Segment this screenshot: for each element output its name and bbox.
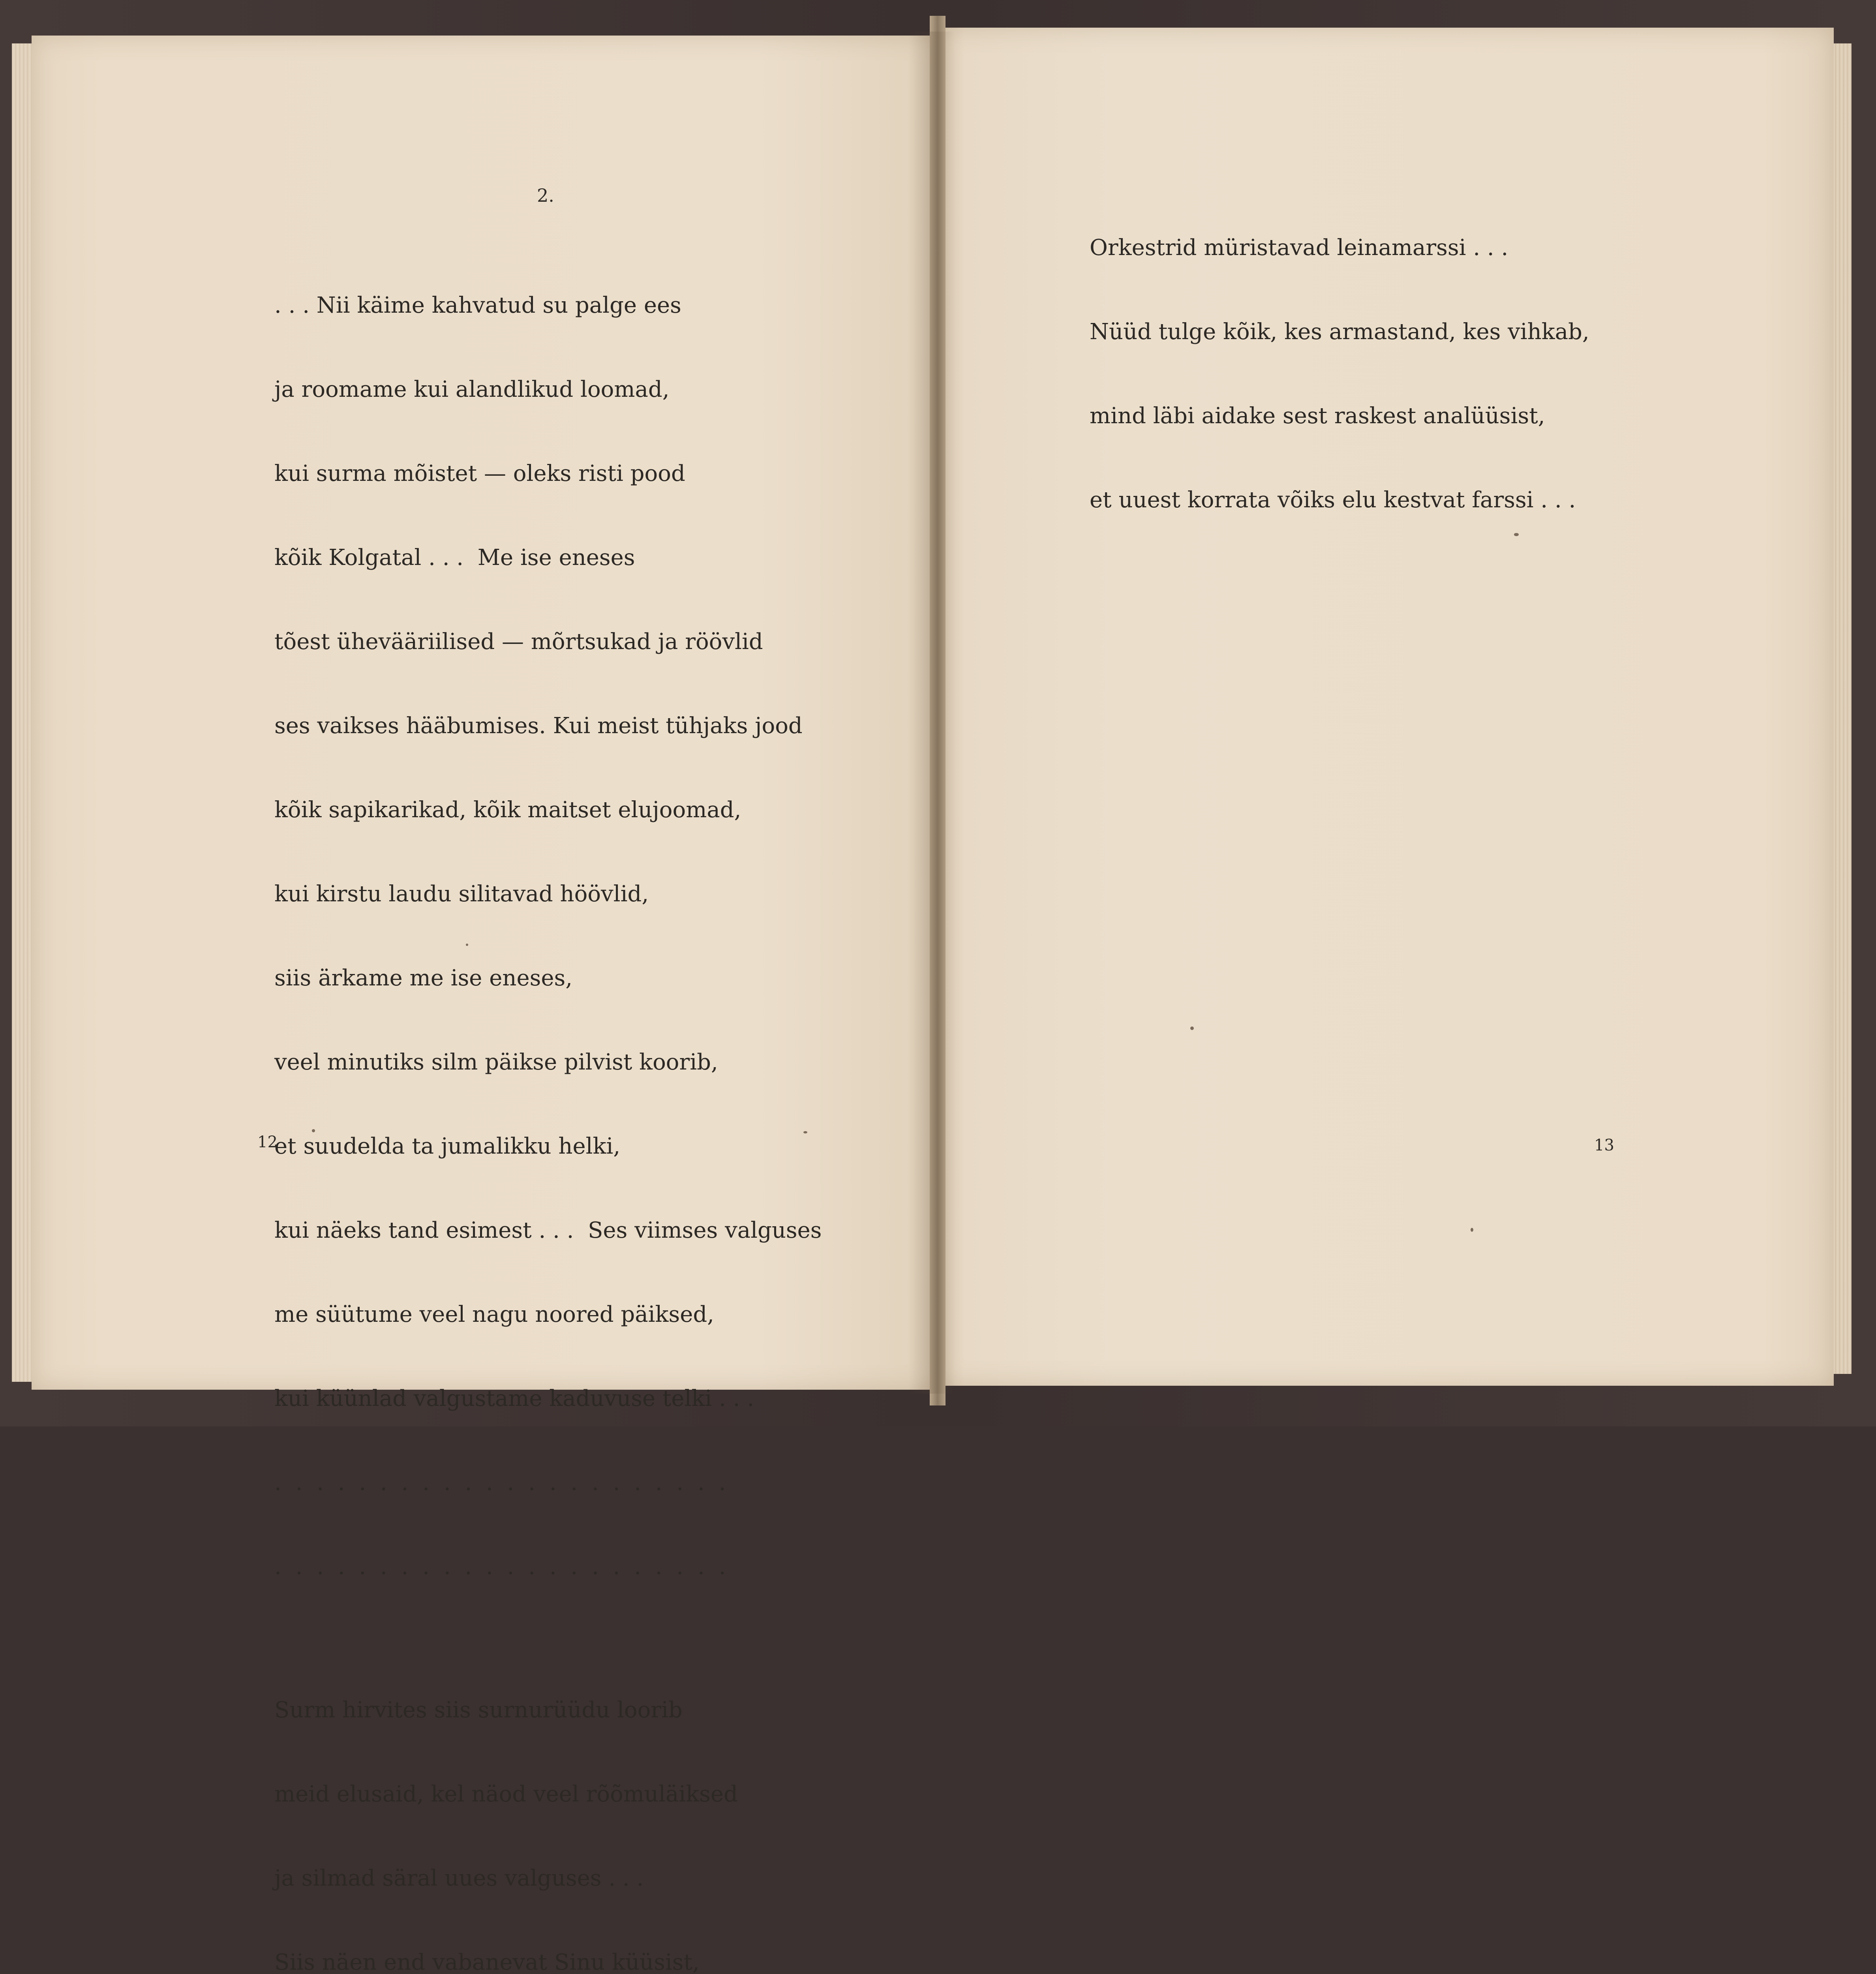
poem-line: meid elusaid, kel näod veel rõõmuläiksed (274, 1781, 738, 1807)
poem-line: ja silmad säral uues valguses . . . (274, 1865, 644, 1891)
right-poem (1090, 178, 1589, 542)
paper-speck (803, 1131, 807, 1133)
spine-shadow (908, 32, 955, 1394)
paper-speck (1471, 1228, 1473, 1232)
section-number: 2. (537, 185, 554, 206)
poem-line: siis ärkame me ise eneses, (274, 965, 573, 991)
poem-line: kui kirstu laudu silitavad höövlid, (274, 881, 649, 907)
poem-line: Siis näen end vabanevat Sinu küüsist, (274, 1950, 700, 1974)
poem-line: et suudelda ta jumalikku helki, (274, 1133, 621, 1159)
dot-row: . . . . . . . . . . . . . . . . . . . . . . (274, 1554, 730, 1580)
paper-speck (312, 1129, 315, 1132)
paper-speck (466, 944, 468, 946)
poem-line: kõik sapikarikad, kõik maitset elujoomad, (274, 797, 741, 823)
page-number-right: 13 (1594, 1136, 1614, 1154)
left-poem (274, 235, 822, 1974)
poem-line: kui küünlad valgustame kaduvuse telki . . . (274, 1386, 754, 1411)
poem-line: et uuest korrata võiks elu kestvat farssi . . . (1090, 487, 1576, 513)
poem-line: Nüüd tulge kõik, kes armastand, kes vihkab, (1090, 319, 1589, 345)
poem-line: tõest ühevääriilised — mõrtsukad ja röövlid (274, 629, 763, 655)
poem-line: ses vaikses hääbumises. Kui meist tühjaks jood (274, 713, 803, 739)
poem-line: Orkestrid müristavad leinamarssi . . . (1090, 235, 1508, 261)
poem-line: kui näeks tand esimest . . . Ses viimses valguses (274, 1218, 822, 1243)
poem-line: kui surma mõistet — oleks risti pood (274, 461, 685, 486)
poem-line: . . . Nii käime kahvatud su palge ees (274, 293, 681, 318)
poem-line: kõik Kolgatal . . . Me ise eneses (274, 545, 635, 570)
poem-line: veel minutiks silm päikse pilvist koorib, (274, 1049, 718, 1075)
poem-line: ja roomame kui alandlikud loomad, (274, 377, 670, 402)
dot-row: . . . . . . . . . . . . . . . . . . . . . . (274, 1470, 730, 1496)
dot-row-spacer (274, 1637, 822, 1640)
page-number-left: 12 (257, 1133, 278, 1151)
poem-line: Surm hirvites siis surnurüüdu loorib (274, 1697, 683, 1723)
paper-speck (1190, 1026, 1194, 1030)
poem-line: mind läbi aidake sest raskest analüüsist, (1090, 403, 1545, 429)
poem-line: me süütume veel nagu noored päiksed, (274, 1302, 714, 1327)
paper-speck (1514, 533, 1519, 536)
